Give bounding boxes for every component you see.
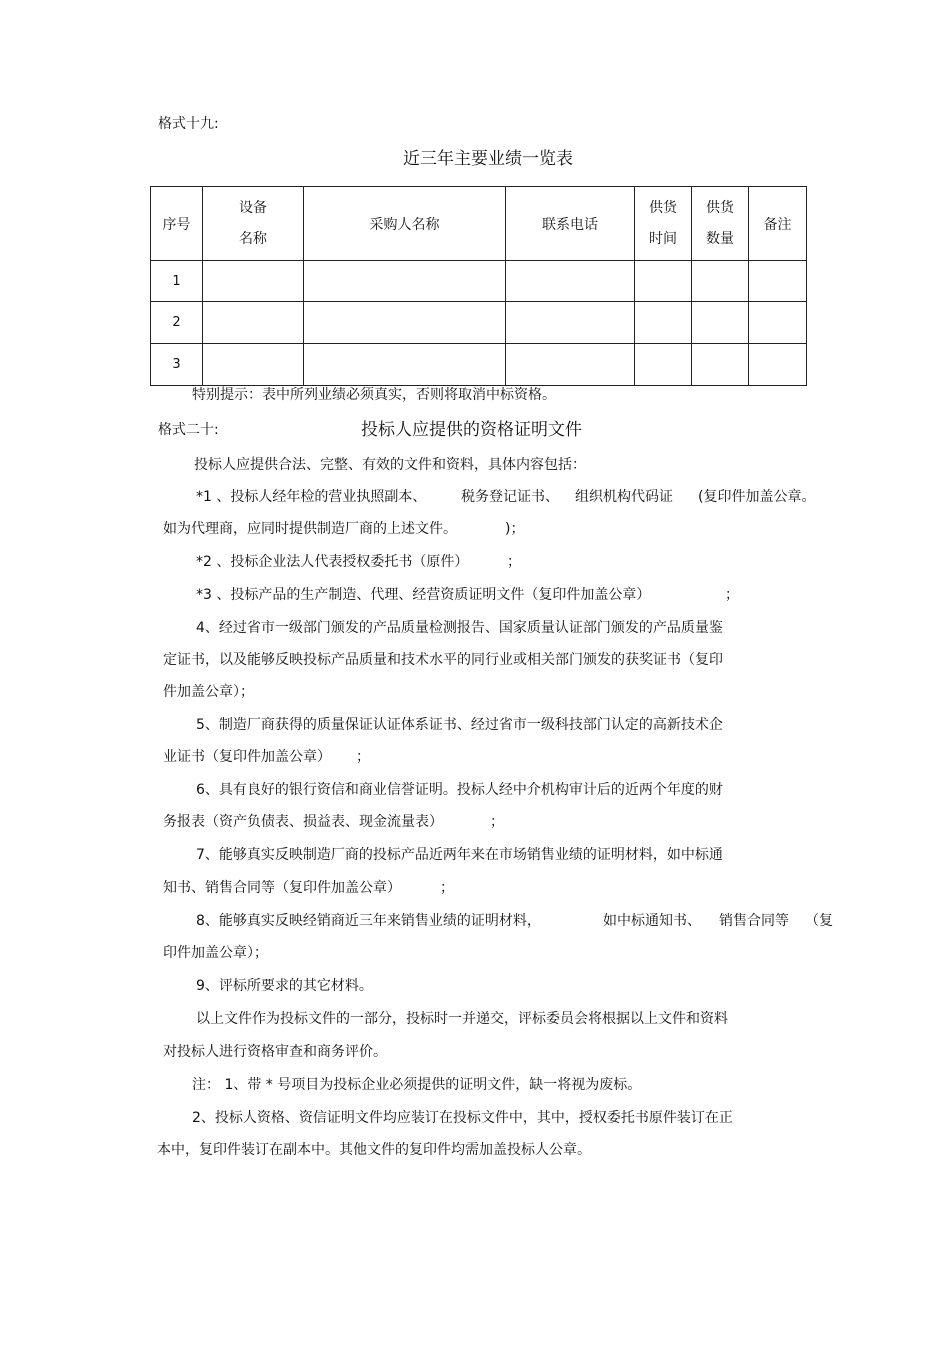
cell-empty xyxy=(506,302,635,344)
intro-text: 投标人应提供合法、完整、有效的文件和资料，具体内容包括： xyxy=(194,457,586,473)
item8-part1: 8、能够真实反映经销商近三年来销售业绩的证明材料， xyxy=(196,913,541,929)
cell-empty xyxy=(749,302,807,344)
format20-label: 格式二十: xyxy=(158,422,219,438)
header-device-line1: 设备 xyxy=(239,199,267,216)
row-number: 3 xyxy=(151,344,203,386)
item2-end: ； xyxy=(507,554,521,570)
header-qty-line1: 供货 xyxy=(706,199,734,216)
note1-text: 注： 1、带 * 号项目为投标企业必须提供的证明文件，缺一将视为废标。 xyxy=(192,1077,642,1093)
cell-empty xyxy=(635,261,692,302)
item4-line1: 4、经过省市一级部门颁发的产品质量检测报告、国家质量认证部门颁发的产品质量鉴 xyxy=(196,620,723,636)
item7-end: ； xyxy=(440,880,454,896)
header-note: 备注 xyxy=(749,187,807,261)
item8-part4: （复 xyxy=(805,913,833,929)
item6-end: ； xyxy=(490,814,504,830)
cell-empty xyxy=(692,302,749,344)
table-row xyxy=(151,302,807,344)
item7-line1: 7、能够真实反映制造厂商的投标产品近两年来在市场销售业绩的证明材料，如中标通 xyxy=(196,847,723,863)
header-phone: 联系电话 xyxy=(506,187,635,261)
item5-line2: 业证书（复印件加盖公章） xyxy=(163,749,331,765)
cell-empty xyxy=(304,344,506,386)
row-number: 1 xyxy=(151,261,203,302)
header-time-line2: 时间 xyxy=(649,230,677,247)
cell-empty xyxy=(749,344,807,386)
item7-line2: 知书、销售合同等（复印件加盖公章） xyxy=(163,880,401,896)
item3-text: *3 、投标产品的生产制造、代理、经营资质证明文件（复印件加盖公章） xyxy=(196,587,651,603)
header-device xyxy=(203,187,304,261)
section-title: 投标人应提供的资格证明文件 xyxy=(361,420,582,440)
item1-part4: (复印件加盖公章。 xyxy=(698,489,816,505)
cell-empty xyxy=(692,261,749,302)
item3-end: ； xyxy=(725,587,739,603)
cell-empty xyxy=(506,344,635,386)
summary-line2: 对投标人进行资格审查和商务评价。 xyxy=(163,1044,387,1060)
header-buyer: 采购人名称 xyxy=(304,187,506,261)
item1-part1: *1 、投标人经年检的营业执照副本、 xyxy=(196,489,427,505)
item1-part6: )； xyxy=(505,521,525,537)
special-tip: 特别提示：表中所列业绩必须真实，否则将取消中标资格。 xyxy=(192,387,556,403)
item1-part5: 如为代理商，应同时提供制造厂商的上述文件。 xyxy=(163,521,457,537)
header-qty xyxy=(692,187,749,261)
table-row xyxy=(151,344,807,386)
summary-line1: 以上文件作为投标文件的一部分，投标时一并递交，评标委员会将根据以上文件和资料 xyxy=(196,1011,728,1027)
item4-line2: 定证书，以及能够反映投标产品质量和技术水平的同行业或相关部门颁发的获奖证书（复印 xyxy=(163,652,723,668)
performance-table xyxy=(150,186,807,386)
item5-end: ； xyxy=(356,749,370,765)
item6-line1: 6、具有良好的银行资信和商业信誉证明。投标人经中介机构审计后的近两个年度的财 xyxy=(196,782,723,798)
cell-empty xyxy=(203,261,304,302)
note2-line2: 本中，复印件装订在副本中。其他文件的复印件均需加盖投标人公章。 xyxy=(157,1142,591,1158)
cell-empty xyxy=(304,261,506,302)
table-title: 近三年主要业绩一览表 xyxy=(403,149,573,169)
cell-empty xyxy=(304,302,506,344)
header-time xyxy=(635,187,692,261)
cell-empty xyxy=(692,344,749,386)
header-device-line2: 名称 xyxy=(239,230,267,247)
header-seq: 序号 xyxy=(151,187,203,261)
item1-part3: 组织机构代码证 xyxy=(575,489,673,505)
header-qty-line2: 数量 xyxy=(706,230,734,247)
table-header-row xyxy=(151,187,807,261)
format19-label: 格式十九: xyxy=(158,116,219,132)
item5-line1: 5、制造厂商获得的质量保证认证体系证书、经过省市一级科技部门认定的高新技术企 xyxy=(196,717,723,733)
item8-part2: 如中标通知书、 xyxy=(603,913,701,929)
cell-empty xyxy=(506,261,635,302)
item4-line3: 件加盖公章）； xyxy=(163,684,254,700)
cell-empty xyxy=(749,261,807,302)
item8-part3: 销售合同等 xyxy=(719,913,789,929)
item8-line2: 印件加盖公章）； xyxy=(163,945,268,961)
cell-empty xyxy=(635,302,692,344)
item9-text: 9、评标所要求的其它材料。 xyxy=(196,978,373,994)
note2-line1: 2、投标人资格、资信证明文件均应装订在投标文件中，其中，授权委托书原件装订在正 xyxy=(192,1110,733,1126)
header-time-line1: 供货 xyxy=(649,199,677,216)
row-number: 2 xyxy=(151,302,203,344)
cell-empty xyxy=(203,344,304,386)
cell-empty xyxy=(635,344,692,386)
item6-line2: 务报表（资产负债表、损益表、现金流量表） xyxy=(163,814,443,830)
table-row xyxy=(151,261,807,302)
cell-empty xyxy=(203,302,304,344)
item1-part2: 税务登记证书、 xyxy=(461,489,559,505)
item2-text: *2 、投标企业法人代表授权委托书（原件） xyxy=(196,554,469,570)
